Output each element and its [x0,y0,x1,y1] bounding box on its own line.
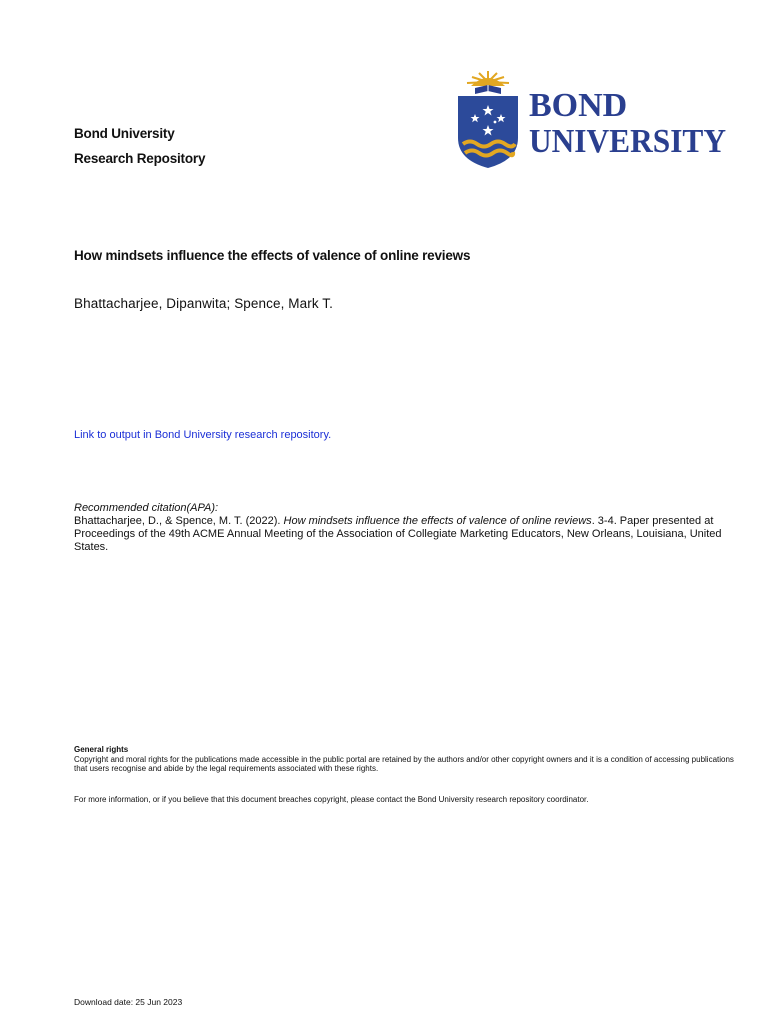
repository-name: Research Repository [74,151,206,166]
institution-name: Bond University [74,126,175,141]
crest-icon [458,71,518,168]
download-date: Download date: 25 Jun 2023 [74,997,183,1007]
general-rights-heading: General rights [74,745,129,754]
bond-university-logo [455,68,730,172]
citation-text [74,515,734,554]
recommended-citation [74,502,734,554]
citation-label: Recommended citation(APA): [74,502,219,514]
general-rights-section [74,745,734,774]
document-authors: Bhattacharjee, Dipanwita; Spence, Mark T. [74,296,333,311]
citation-suffix: . 3-4. Paper presented at Proceedings of the 49th ACME Annual Meeting of the Association of Collegiate Marketing Educators, New Orleans, Louisiana, United States. [74,515,722,553]
repository-output-link[interactable]: Link to output in Bond University research repository. [74,429,332,441]
citation-title: How mindsets influence the effects of valence of online reviews [283,515,592,527]
citation-prefix: Bhattacharjee, D., & Spence, M. T. (2022). [74,515,284,527]
logo-line-2: UNIVERSITY [529,123,726,160]
contact-notice: For more information, or if you believe that this document breaches copyright, please contact the Bond University research repository coordinator. [74,795,589,804]
general-rights-text: Copyright and moral rights for the publications made accessible in the public portal are retained by the authors and/or other copyright owners and it is a condition of accessing publications that users recognise and abide by the legal requirements associated with these rights. [74,754,734,773]
logo-line-1: BOND [529,87,628,124]
document-title: How mindsets influence the effects of valence of online reviews [74,248,471,263]
